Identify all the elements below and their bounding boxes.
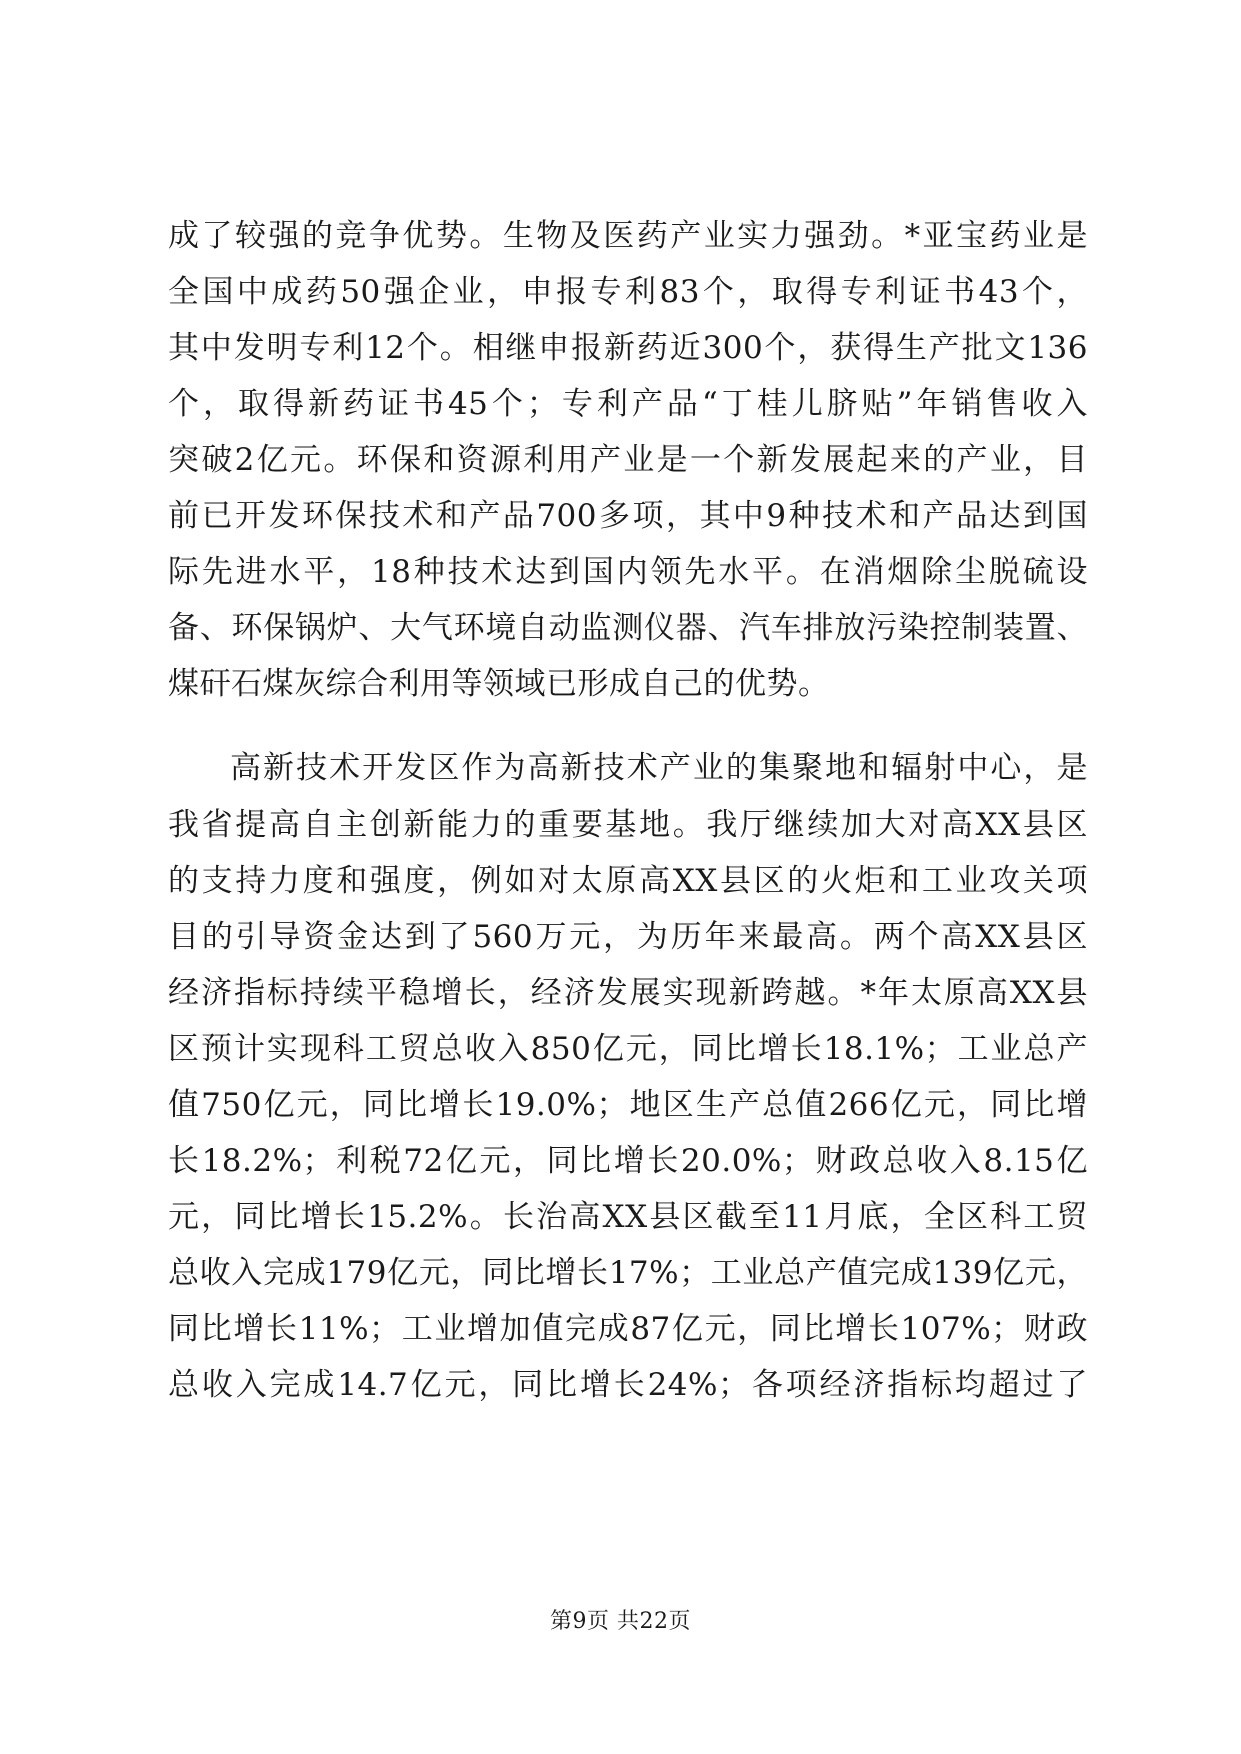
paragraph-line-19: 总收入完成179亿元，同比增长17%；工业总产值完成139亿元，: [168, 1255, 1088, 1291]
paragraph-line-12: 的支持力度和强度，例如对太原高XX县区的火炬和工业攻关项: [168, 863, 1088, 899]
paragraph-line-20: 同比增长11%；工业增加值完成87亿元，同比增长107%；财政: [168, 1311, 1088, 1347]
paragraph-line-9: 煤矸石煤灰综合利用等领域已形成自己的优势。: [168, 666, 830, 702]
paragraph-line-4: 个，取得新药证书45个；专利产品“丁桂儿脐贴”年销售收入: [168, 386, 1088, 422]
paragraph-line-8: 备、环保锅炉、大气环境自动监测仪器、汽车排放污染控制装置、: [168, 610, 1088, 646]
paragraph-line-10: 高新技术开发区作为高新技术产业的集聚地和辐射中心，是: [230, 750, 1088, 786]
paragraph-line-3: 其中发明专利12个。相继申报新药近300个，获得生产批文136: [168, 330, 1088, 366]
paragraph-line-2: 全国中成药50强企业，申报专利83个，取得专利证书43个，: [168, 274, 1088, 310]
paragraph-line-11: 我省提高自主创新能力的重要基地。我厅继续加大对高XX县区: [168, 807, 1088, 843]
paragraph-line-14: 经济指标持续平稳增长，经济发展实现新跨越。*年太原高XX县: [168, 975, 1088, 1011]
page-number-footer: 第9页 共22页: [550, 1609, 691, 1634]
paragraph-line-15: 区预计实现科工贸总收入850亿元，同比增长18.1%；工业总产: [168, 1031, 1088, 1067]
paragraph-line-6: 前已开发环保技术和产品700多项，其中9种技术和产品达到国: [168, 498, 1088, 534]
paragraph-line-21: 总收入完成14.7亿元，同比增长24%；各项经济指标均超过了: [168, 1367, 1088, 1403]
paragraph-line-16: 值750亿元，同比增长19.0%；地区生产总值266亿元，同比增: [168, 1087, 1088, 1123]
paragraph-line-7: 际先进水平，18种技术达到国内领先水平。在消烟除尘脱硫设: [168, 554, 1088, 590]
paragraph-line-5: 突破2亿元。环保和资源利用产业是一个新发展起来的产业，目: [168, 442, 1088, 478]
paragraph-line-17: 长18.2%；利税72亿元，同比增长20.0%；财政总收入8.15亿: [168, 1143, 1088, 1179]
paragraph-line-13: 目的引导资金达到了560万元，为历年来最高。两个高XX县区: [168, 919, 1088, 955]
paragraph-line-1: 成了较强的竞争优势。生物及医药产业实力强劲。*亚宝药业是: [168, 218, 1088, 254]
paragraph-line-18: 元，同比增长15.2%。长治高XX县区截至11月底，全区科工贸: [168, 1199, 1088, 1235]
